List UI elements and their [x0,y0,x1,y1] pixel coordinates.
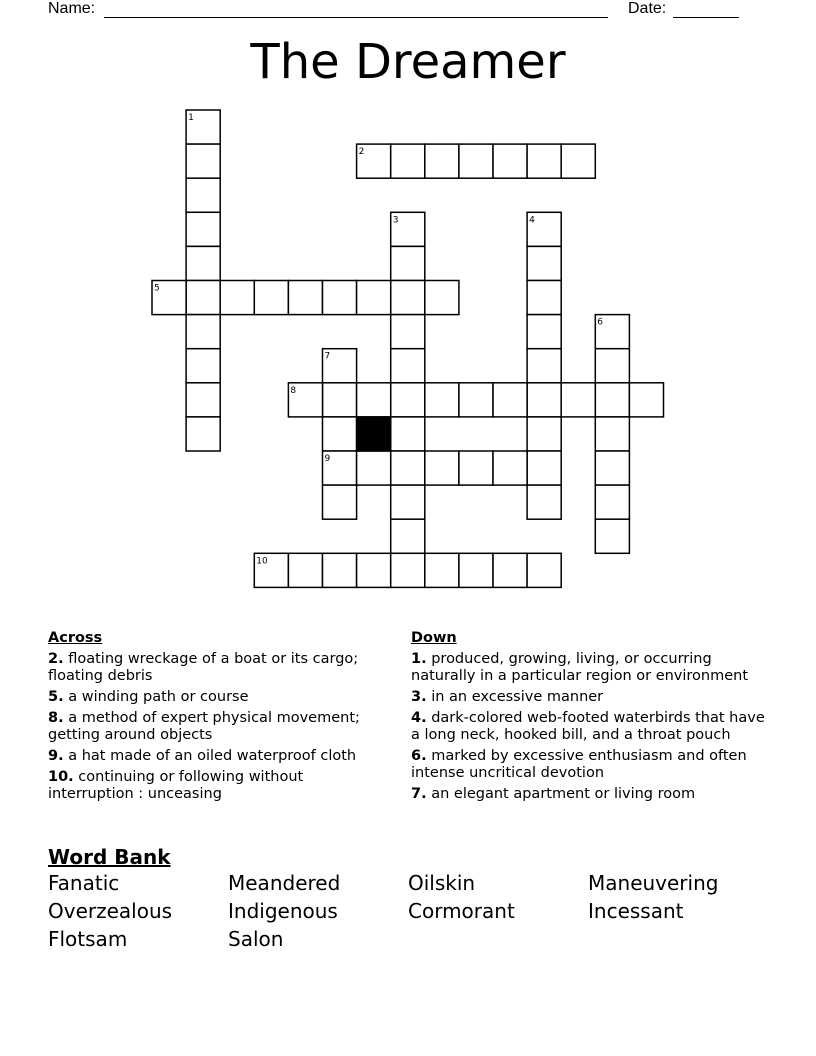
word-bank-item: Salon [228,927,284,951]
cell-number: 1 [188,113,194,123]
word-bank-item: Oilskin [408,871,476,895]
word-bank-item: Flotsam [48,927,128,951]
clue-text: produced, growing, living, or occurring naturally in a particular region or environment [411,651,749,684]
grid-cell[interactable] [323,553,357,587]
grid-cell[interactable] [459,383,493,417]
grid-cell[interactable] [459,553,493,587]
grid-cell[interactable] [527,246,561,280]
grid-cell[interactable] [186,315,220,349]
word-bank-item: Overzealous [48,899,173,923]
grid-cell[interactable] [186,212,220,246]
grid-cell[interactable] [527,383,561,417]
clue-text: an elegant apartment or living room [431,786,696,802]
word-bank-list [48,871,788,951]
down-clues [411,630,771,807]
grid-cell[interactable] [186,417,220,451]
clue-number: 5. [48,689,64,705]
grid-cell[interactable] [527,417,561,451]
clue-number: 7. [411,786,427,802]
across-clues [48,630,388,807]
word-bank-item: Indigenous [228,899,338,923]
down-heading: Down [411,630,457,646]
clue-item [48,710,388,744]
clue-number: 4. [411,710,427,726]
word-bank-item: Incessant [588,899,684,923]
grid-cell[interactable] [391,246,425,280]
grid-cell[interactable] [391,315,425,349]
clue-text: a winding path or course [68,689,249,705]
grid-cell[interactable] [357,451,391,485]
grid-cell[interactable] [186,246,220,280]
grid-cell[interactable] [527,485,561,519]
clue-number: 8. [48,710,64,726]
cell-number: 7 [324,351,331,362]
grid-cell[interactable] [186,349,220,383]
grid-cell[interactable] [425,383,459,417]
grid-cell[interactable] [357,383,391,417]
grid-cell[interactable] [629,383,663,417]
grid-cell[interactable] [527,281,561,315]
black-cell [357,417,391,451]
grid-cell[interactable] [425,553,459,587]
grid-cell[interactable] [288,281,322,315]
grid-cell[interactable] [391,349,425,383]
grid-cell[interactable] [527,315,561,349]
grid-cell[interactable] [391,417,425,451]
grid-cell[interactable] [254,281,288,315]
grid-cell[interactable] [561,144,595,178]
grid-cell[interactable] [186,281,220,315]
word-bank-item: Meandered [228,871,341,895]
grid-cell[interactable] [391,451,425,485]
grid-cell[interactable] [493,451,527,485]
grid-cell[interactable] [493,383,527,417]
cell-number: 9 [324,454,331,464]
clue-item [411,710,771,744]
clue-number: 3. [411,689,427,705]
word-bank [48,845,788,951]
grid-cell[interactable] [595,485,629,519]
grid-cell[interactable] [391,144,425,178]
cell-number: 3 [392,215,399,226]
grid-cell[interactable] [288,553,322,587]
grid-cell[interactable] [425,144,459,178]
grid-cell[interactable] [493,553,527,587]
grid-cell[interactable] [323,281,357,315]
grid-cell[interactable] [595,451,629,485]
grid-cell[interactable] [357,553,391,587]
grid-cell[interactable] [595,519,629,553]
cell-number: 2 [358,147,365,158]
grid-cell[interactable] [391,485,425,519]
grid-cell[interactable] [220,281,254,315]
clue-item [48,748,388,765]
clue-item [411,786,771,803]
clue-text: in an excessive manner [431,689,604,705]
word-bank-heading: Word Bank [48,845,171,869]
cell-number: 5 [154,283,160,294]
clue-text: dark-colored web-footed waterbirds that have a long neck, hooked bill, and a throat pouch [411,710,765,743]
grid-cell[interactable] [527,553,561,587]
grid-cell[interactable] [425,451,459,485]
cell-number: 6 [597,317,604,328]
grid-cell[interactable] [459,144,493,178]
grid-cell[interactable] [527,451,561,485]
name-label: Name: [48,0,96,17]
word-bank-item: Fanatic [48,871,120,895]
clue-item [48,689,388,706]
word-bank-item: Maneuvering [588,871,719,895]
clue-item [411,689,771,706]
clue-text: floating wreckage of a boat or its cargo; floating debris [48,651,359,684]
clue-number: 6. [411,748,427,764]
cell-number: 4 [529,215,535,226]
clue-item [48,651,388,685]
clue-number: 1. [411,651,427,667]
grid-cell[interactable] [391,281,425,315]
clue-number: 9. [48,748,64,764]
grid-cell[interactable] [357,281,391,315]
grid-cell[interactable] [493,144,527,178]
clue-number: 10. [48,769,74,785]
clue-text: a method of expert physical movement; getting around objects [48,710,360,743]
grid-cell[interactable] [391,519,425,553]
grid-cell[interactable] [186,178,220,212]
clue-number: 2. [48,651,64,667]
clue-item [48,769,388,803]
grid-cell[interactable] [186,383,220,417]
grid-cell[interactable] [459,451,493,485]
clue-text: marked by excessive enthusiasm and often intense uncritical devotion [411,748,747,781]
clue-item [411,748,771,782]
grid-cell[interactable] [425,281,459,315]
grid-cell[interactable] [391,553,425,587]
clue-item [411,651,771,685]
page-title: The Dreamer [250,34,566,90]
clue-text: continuing or following without interruption : unceasing [48,769,304,802]
grid-cell[interactable] [595,417,629,451]
cell-number: 10 [256,556,268,567]
grid-cell[interactable] [186,144,220,178]
grid-cell[interactable] [323,383,357,417]
grid-cell[interactable] [561,383,595,417]
clue-text: a hat made of an oiled waterproof cloth [68,748,357,764]
cell-number: 8 [290,385,297,396]
word-bank-item: Cormorant [408,899,515,923]
grid-cell[interactable] [391,383,425,417]
across-heading: Across [48,630,103,646]
grid-cell[interactable] [323,485,357,519]
grid-cell[interactable] [527,144,561,178]
date-label: Date: [628,0,667,17]
grid-cell[interactable] [595,349,629,383]
grid-cell[interactable] [323,417,357,451]
grid-cell[interactable] [595,383,629,417]
grid-cell[interactable] [527,349,561,383]
